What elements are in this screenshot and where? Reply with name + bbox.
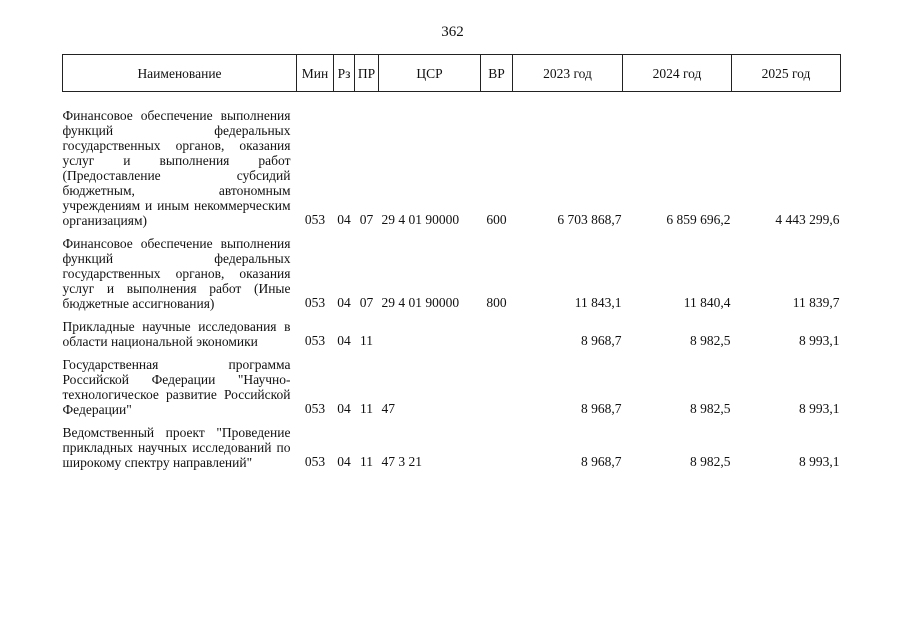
row-min: 053 <box>304 401 326 416</box>
table-row <box>63 100 841 228</box>
row-2023: 8 968,7 <box>581 454 622 469</box>
table-row <box>63 311 841 349</box>
header-2024: 2024 год <box>623 55 732 92</box>
row-min: 053 <box>304 212 326 227</box>
header-min: Мин <box>297 55 334 92</box>
row-2025: 8 993,1 <box>799 333 840 348</box>
header-pr: ПР <box>355 55 379 92</box>
row-csr: 47 3 21 <box>381 454 422 469</box>
header-2025: 2025 год <box>732 55 841 92</box>
row-min: 053 <box>304 333 326 348</box>
row-name: Государственная программа Российской Федерации "Научно-технологическое развитие Российской Федерации" <box>62 357 291 417</box>
row-rz: 04 <box>337 333 351 348</box>
row-2024: 8 982,5 <box>690 454 731 469</box>
row-rz: 04 <box>337 454 351 469</box>
row-2025: 4 443 299,6 <box>775 212 840 227</box>
row-name: Ведомственный проект "Проведение прикладных научных исследований по широкому спектру направлений" <box>62 425 291 470</box>
page-number: 362 <box>441 24 464 40</box>
header-rz: Рз <box>334 55 355 92</box>
row-pr: 11 <box>360 454 373 469</box>
row-vr: 600 <box>486 212 507 227</box>
row-pr: 11 <box>360 401 373 416</box>
row-vr <box>481 311 513 349</box>
row-2024: 8 982,5 <box>690 401 731 416</box>
row-csr: 47 <box>381 401 395 416</box>
header-2023: 2023 год <box>513 55 623 92</box>
row-2023: 6 703 868,7 <box>557 212 622 227</box>
row-csr <box>379 311 481 349</box>
table-header <box>63 55 841 92</box>
row-vr <box>481 417 513 470</box>
row-min: 053 <box>304 454 326 469</box>
header-vr: ВР <box>481 55 513 92</box>
row-rz: 04 <box>337 295 351 310</box>
table-row <box>63 228 841 311</box>
row-csr: 29 4 01 90000 <box>381 295 460 310</box>
row-vr: 800 <box>486 295 507 310</box>
budget-table <box>62 54 841 470</box>
row-min: 053 <box>304 295 326 310</box>
row-rz: 04 <box>337 401 351 416</box>
header-csr: ЦСР <box>379 55 481 92</box>
row-name: Финансовое обеспечение выполнения функций федеральных государственных органов, оказания услуг и выполнения работ (Иные бюджетные ассигнования) <box>62 236 291 311</box>
row-pr: 07 <box>359 295 374 310</box>
row-2023: 8 968,7 <box>581 333 622 348</box>
table-body <box>63 92 841 471</box>
row-name: Финансовое обеспечение выполнения функций федеральных государственных органов, оказания услуг и выполнения работ (Предоставление субсидий бюджетным, автономным учреждениям и иным некоммерческим организациям) <box>62 108 291 228</box>
row-name: Прикладные научные исследования в области национальной экономики <box>62 319 291 349</box>
row-2023: 8 968,7 <box>581 401 622 416</box>
row-2023: 11 843,1 <box>574 295 622 310</box>
row-2025: 8 993,1 <box>799 401 840 416</box>
row-2025: 11 839,7 <box>792 295 840 310</box>
row-2024: 8 982,5 <box>690 333 731 348</box>
header-name: Наименование <box>63 55 297 92</box>
row-vr <box>481 349 513 417</box>
row-pr: 07 <box>359 212 374 227</box>
row-2024: 6 859 696,2 <box>666 212 731 227</box>
table-row <box>63 349 841 417</box>
table-row <box>63 417 841 470</box>
row-rz: 04 <box>337 212 351 227</box>
row-2025: 8 993,1 <box>799 454 840 469</box>
row-pr: 11 <box>360 333 373 348</box>
row-2024: 11 840,4 <box>683 295 731 310</box>
row-csr: 29 4 01 90000 <box>381 212 460 227</box>
